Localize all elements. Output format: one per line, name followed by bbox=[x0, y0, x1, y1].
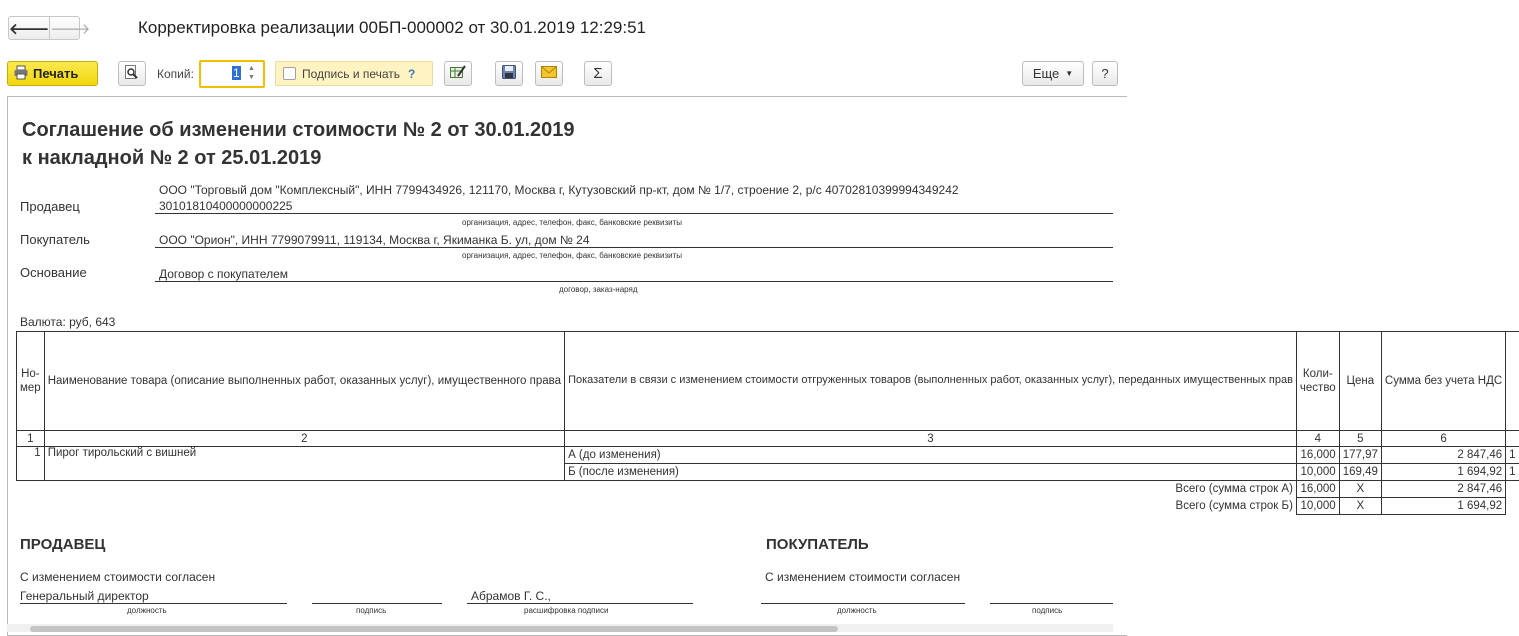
preview-button[interactable] bbox=[118, 61, 146, 86]
total-a-price: X bbox=[1339, 481, 1381, 498]
row-label-a: А (до изменения) bbox=[565, 447, 1297, 464]
basis-value: Договор с покупателем bbox=[159, 267, 289, 281]
col-num-cut bbox=[1506, 431, 1519, 447]
seller-cap-sign: подпись bbox=[356, 606, 387, 615]
sign-and-stamp-toggle[interactable] bbox=[275, 61, 433, 86]
total-row-b bbox=[17, 498, 1519, 515]
total-a-qty: 16,000 bbox=[1296, 481, 1339, 498]
header-name: Наименование товара (описание выполненных работ, оказанных услуг), имущественного права bbox=[44, 332, 564, 431]
copies-stepper[interactable]: ▲ ▼ bbox=[248, 65, 255, 81]
sign-and-stamp-label: Подпись и печать bbox=[302, 66, 401, 81]
header-price: Цена bbox=[1339, 332, 1381, 431]
row-product-name: Пирог тирольский с вишней bbox=[44, 447, 564, 481]
seller-agree-text: С изменением стоимости согласен bbox=[20, 570, 216, 584]
total-b-sum: 1 694,92 bbox=[1381, 498, 1505, 515]
chevron-down-icon: ▼ bbox=[1065, 69, 1074, 78]
print-button[interactable] bbox=[7, 61, 98, 86]
row-price-a: 177,97 bbox=[1339, 447, 1381, 464]
total-b-qty: 10,000 bbox=[1296, 498, 1339, 515]
seller-cap-decode: расшифровка подписи bbox=[524, 606, 609, 615]
col-num-6: 6 bbox=[1381, 431, 1505, 447]
basis-underline bbox=[155, 281, 1113, 282]
row-label-b: Б (после изменения) bbox=[565, 464, 1297, 481]
col-num-2: 2 bbox=[44, 431, 564, 447]
help-button[interactable]: ? bbox=[1092, 61, 1118, 86]
col-num-4: 4 bbox=[1296, 431, 1339, 447]
total-b-price: X bbox=[1339, 498, 1381, 515]
seller-name: Абрамов Г. С., bbox=[471, 589, 551, 603]
arrow-right-icon: 🡒 bbox=[50, 20, 91, 38]
seller-details-line-2: 30101810400000000225 bbox=[159, 199, 293, 213]
sign-and-stamp-checkbox[interactable] bbox=[283, 67, 296, 80]
copies-label: Копий: bbox=[157, 67, 194, 81]
col-num-5: 5 bbox=[1339, 431, 1381, 447]
header-indicators: Показатели в связи с изменением стоимости отгруженных товаров (выполненных работ, оказанных услуг), переданных имущественных прав bbox=[565, 332, 1297, 431]
buyer-signature-title: ПОКУПАТЕЛЬ bbox=[766, 536, 869, 553]
row-sum-b: 1 694,92 bbox=[1381, 464, 1505, 481]
buyer-cap-sign: подпись bbox=[1032, 606, 1063, 615]
seller-cap-position: должность bbox=[127, 606, 167, 615]
copies-value: 1 bbox=[233, 66, 240, 80]
total-a-label: Всего (сумма строк А) bbox=[17, 481, 1297, 498]
title-line-2: к накладной № 2 от 25.01.2019 bbox=[22, 147, 322, 169]
arrow-left-icon: 🡐 bbox=[9, 20, 50, 38]
col-num-3: 3 bbox=[565, 431, 1297, 447]
total-row-a bbox=[17, 481, 1519, 498]
row-cut-b: 1 bbox=[1506, 464, 1519, 481]
row-number: 1 bbox=[17, 447, 45, 481]
printer-icon bbox=[14, 66, 28, 82]
header-sum: Сумма без учета НДС bbox=[1381, 332, 1505, 431]
print-label: Печать bbox=[33, 66, 79, 81]
edit-grid-icon bbox=[450, 65, 466, 82]
seller-details-line-1: ООО "Торговый дом "Комплексный", ИНН 7799434926, 121170, Москва г, Кутузовский пр-кт, дом № 1/7, строение 2, р/с 40702810399994349242 bbox=[159, 183, 959, 197]
buyer-hint: организация, адрес, телефон, факс, банковские реквизиты bbox=[462, 251, 682, 260]
more-label: Еще bbox=[1032, 66, 1060, 81]
back-button[interactable] bbox=[9, 17, 50, 39]
total-b-label: Всего (сумма строк Б) bbox=[1175, 500, 1293, 512]
price-change-table bbox=[16, 331, 1519, 515]
row-qty-b: 10,000 bbox=[1296, 464, 1339, 481]
buyer-label: Покупатель bbox=[20, 232, 90, 247]
seller-signature-title: ПРОДАВЕЦ bbox=[20, 536, 106, 553]
header-quantity: Коли- чество bbox=[1296, 332, 1339, 431]
title-line-1: Соглашение об изменении стоимости № 2 от 30.01.2019 bbox=[22, 119, 575, 141]
forward-button[interactable] bbox=[50, 17, 90, 39]
sum-button[interactable] bbox=[584, 61, 612, 86]
basis-hint: договор, заказ-наряд bbox=[559, 285, 638, 294]
basis-label: Основание bbox=[20, 265, 87, 280]
help-question-icon[interactable]: ? bbox=[408, 66, 416, 81]
total-a-sum: 2 847,46 bbox=[1381, 481, 1505, 498]
window-title: Корректировка реализации 00БП-000002 от 30.01.2019 12:29:51 bbox=[138, 18, 647, 37]
seller-hint: организация, адрес, телефон, факс, банковские реквизиты bbox=[462, 218, 682, 227]
row-cut-a: 1 bbox=[1506, 447, 1519, 464]
edit-document-button[interactable] bbox=[444, 61, 472, 86]
col-num-1: 1 bbox=[17, 431, 45, 447]
row-price-b: 169,49 bbox=[1339, 464, 1381, 481]
seller-label: Продавец bbox=[20, 199, 80, 214]
magnifier-page-icon bbox=[125, 65, 139, 83]
sigma-icon: Σ bbox=[593, 65, 603, 82]
buyer-details: ООО "Орион", ИНН 7799079911, 119134, Москва г, Якиманка Б. ул, дом № 24 bbox=[159, 233, 590, 247]
currency-label: Валюта: руб, 643 bbox=[20, 315, 116, 329]
table-row bbox=[17, 447, 1519, 464]
navigation-buttons bbox=[8, 16, 91, 40]
buyer-underline bbox=[155, 247, 1113, 248]
send-email-button[interactable] bbox=[535, 61, 563, 86]
save-button[interactable] bbox=[495, 61, 523, 86]
document-title bbox=[22, 116, 575, 172]
buyer-agree-text: С изменением стоимости согласен bbox=[765, 570, 961, 584]
header-cut bbox=[1506, 332, 1519, 431]
row-sum-a: 2 847,46 bbox=[1381, 447, 1505, 464]
row-qty-a: 16,000 bbox=[1296, 447, 1339, 464]
header-number: Но- мер bbox=[17, 332, 45, 431]
more-menu-button[interactable] bbox=[1022, 61, 1084, 86]
seller-underline bbox=[155, 213, 1113, 214]
seller-position: Генеральный директор bbox=[20, 589, 149, 603]
scrollbar-thumb[interactable] bbox=[30, 626, 838, 632]
floppy-disk-icon bbox=[502, 65, 516, 82]
buyer-cap-position: должность bbox=[837, 606, 877, 615]
envelope-icon bbox=[541, 66, 557, 81]
